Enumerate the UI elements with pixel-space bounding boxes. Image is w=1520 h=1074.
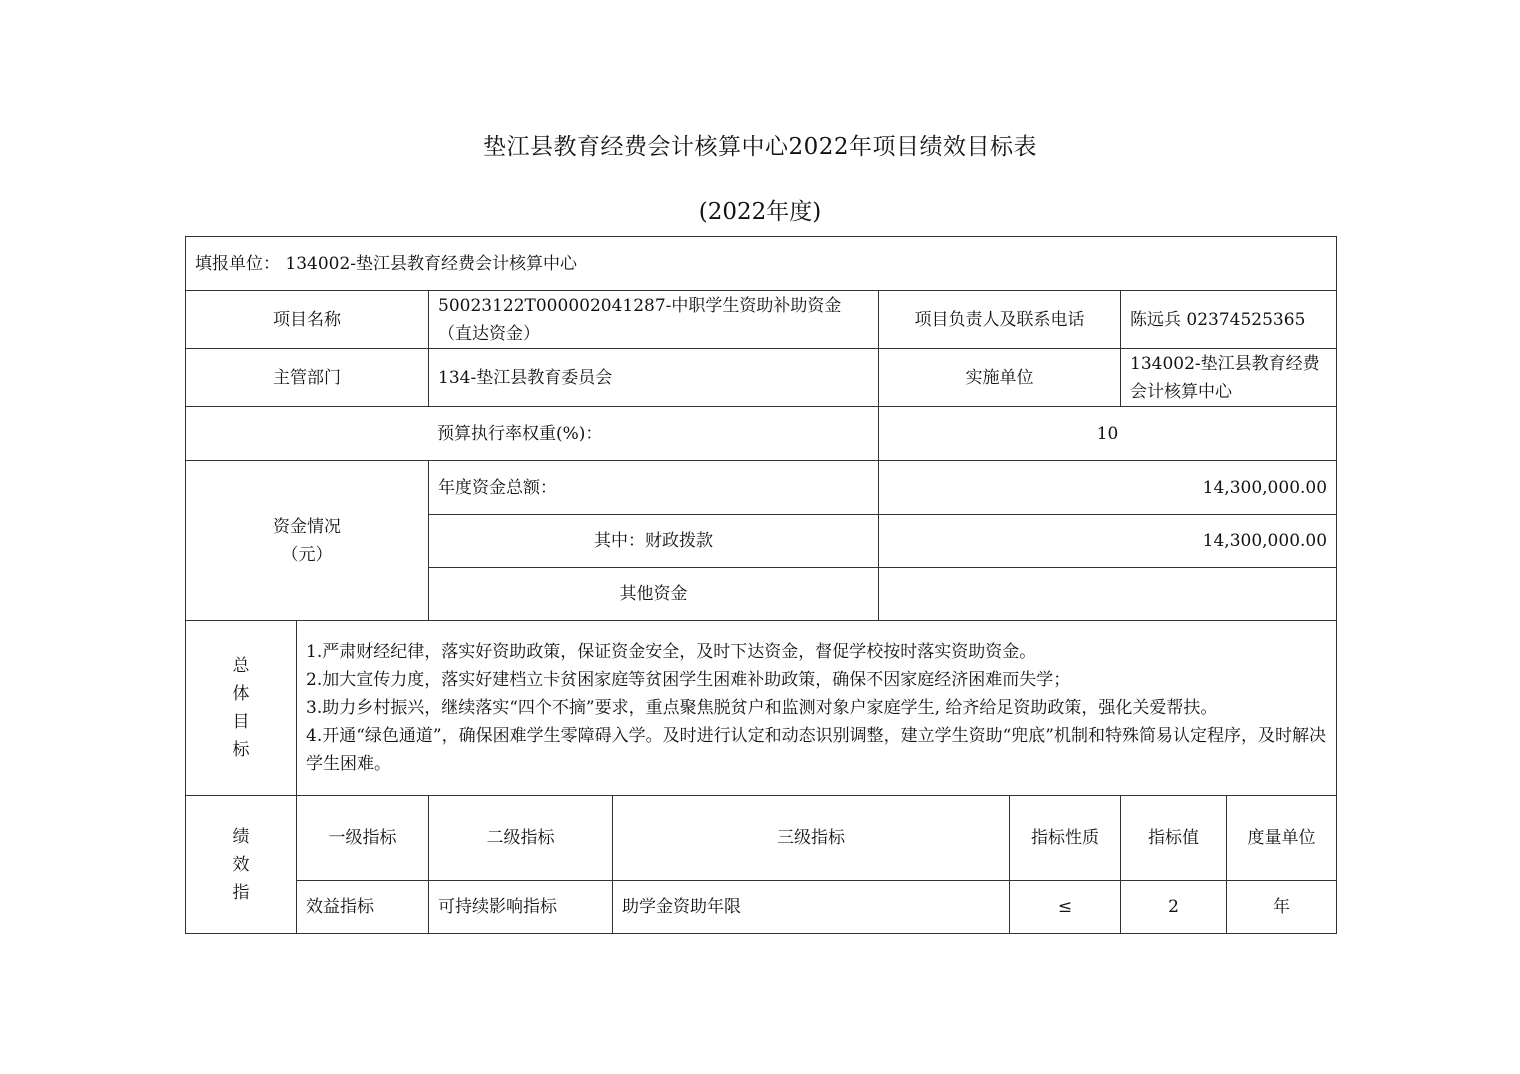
department-row <box>186 349 1337 407</box>
funds-label <box>186 461 429 621</box>
indicator-unit: 年 <box>1227 881 1337 934</box>
indicator-value: 2 <box>1121 881 1227 934</box>
goal-item: 2.加大宣传力度，落实好建档立卡贫困家庭等贫困学生困难补助政策，确保不因家庭经济困难而失学； <box>306 670 1071 690</box>
report-unit-row <box>186 237 1337 291</box>
budget-rate-row <box>186 407 1337 461</box>
funds-fiscal-label: 其中：财政拨款 <box>429 515 879 568</box>
header-level2: 二级指标 <box>429 796 613 881</box>
funds-other-value <box>879 568 1337 621</box>
report-unit-label: 填报单位： <box>195 253 280 274</box>
goals-label-char: 体 <box>232 684 250 704</box>
funds-fiscal-value: 14,300,000.00 <box>879 515 1337 568</box>
goals-content <box>297 621 1337 796</box>
goal-item: 1.严肃财经纪律，落实好资助政策，保证资金安全，及时下达资金，督促学校按时落实资助资金。 <box>306 642 1037 662</box>
budget-rate-label: 预算执行率权重(%)： <box>437 423 603 444</box>
header-level1: 一级指标 <box>297 796 429 881</box>
goals-label-char: 目 <box>232 712 250 732</box>
indicators-label-char: 指 <box>232 882 250 903</box>
header-nature: 指标性质 <box>1010 796 1121 881</box>
goals-label-char: 总 <box>232 656 250 676</box>
goal-item: 4.开通“绿色通道”，确保困难学生零障碍入学。及时进行认定和动态识别调整，建立学生资助“兜底”机制和特殊简易认定程序，及时解决学生困难。 <box>306 726 1326 774</box>
header-unit: 度量单位 <box>1227 796 1337 881</box>
report-unit-value: 134002-垫江县教育经费会计核算中心 <box>285 253 578 274</box>
funds-label-line2: （元） <box>281 544 333 565</box>
funds-annual-row <box>186 461 1337 515</box>
indicator-nature: ≤ <box>1010 881 1121 934</box>
indicator-header-row <box>186 796 1337 881</box>
project-contact-label: 项目负责人及联系电话 <box>879 291 1121 349</box>
indicators-label-char: 效 <box>232 854 250 875</box>
indicators-label-char: 绩 <box>232 826 250 847</box>
header-value: 指标值 <box>1121 796 1227 881</box>
department-value: 134-垫江县教育委员会 <box>429 349 879 407</box>
goals-label <box>186 621 297 796</box>
funds-annual-value: 14,300,000.00 <box>879 461 1337 515</box>
project-name-label: 项目名称 <box>186 291 429 349</box>
indicator-row <box>186 881 1337 934</box>
project-name-value: 50023122T000002041287-中职学生资助补助资金（直达资金） <box>429 291 879 349</box>
indicator-level1: 效益指标 <box>297 881 429 934</box>
goals-label-char: 标 <box>232 740 250 760</box>
project-row <box>186 291 1337 349</box>
funds-annual-label: 年度资金总额： <box>429 461 879 515</box>
indicator-level2: 可持续影响指标 <box>429 881 613 934</box>
header-level3: 三级指标 <box>613 796 1010 881</box>
performance-target-table <box>185 236 1337 934</box>
implementing-unit-value: 134002-垫江县教育经费会计核算中心 <box>1121 349 1337 407</box>
page-subtitle: (2022年度) <box>698 199 822 225</box>
budget-rate-value: 10 <box>879 407 1337 461</box>
page-title: 垫江县教育经费会计核算中心2022年项目绩效目标表 <box>482 134 1038 160</box>
project-contact-value: 陈远兵 02374525365 <box>1121 291 1337 349</box>
implementing-unit-label: 实施单位 <box>879 349 1121 407</box>
goal-item: 3.助力乡村振兴，继续落实“四个不摘”要求，重点聚焦脱贫户和监测对象户家庭学生, 给齐给足资助政策，强化关爱帮扶。 <box>306 698 1218 718</box>
funds-label-line1: 资金情况 <box>273 516 341 537</box>
indicators-label <box>186 796 297 934</box>
goals-row <box>186 621 1337 796</box>
indicator-level3: 助学金资助年限 <box>613 881 1010 934</box>
department-label: 主管部门 <box>186 349 429 407</box>
report-unit-cell <box>186 237 1337 291</box>
budget-rate-label-cell <box>186 407 879 461</box>
funds-other-label: 其他资金 <box>429 568 879 621</box>
